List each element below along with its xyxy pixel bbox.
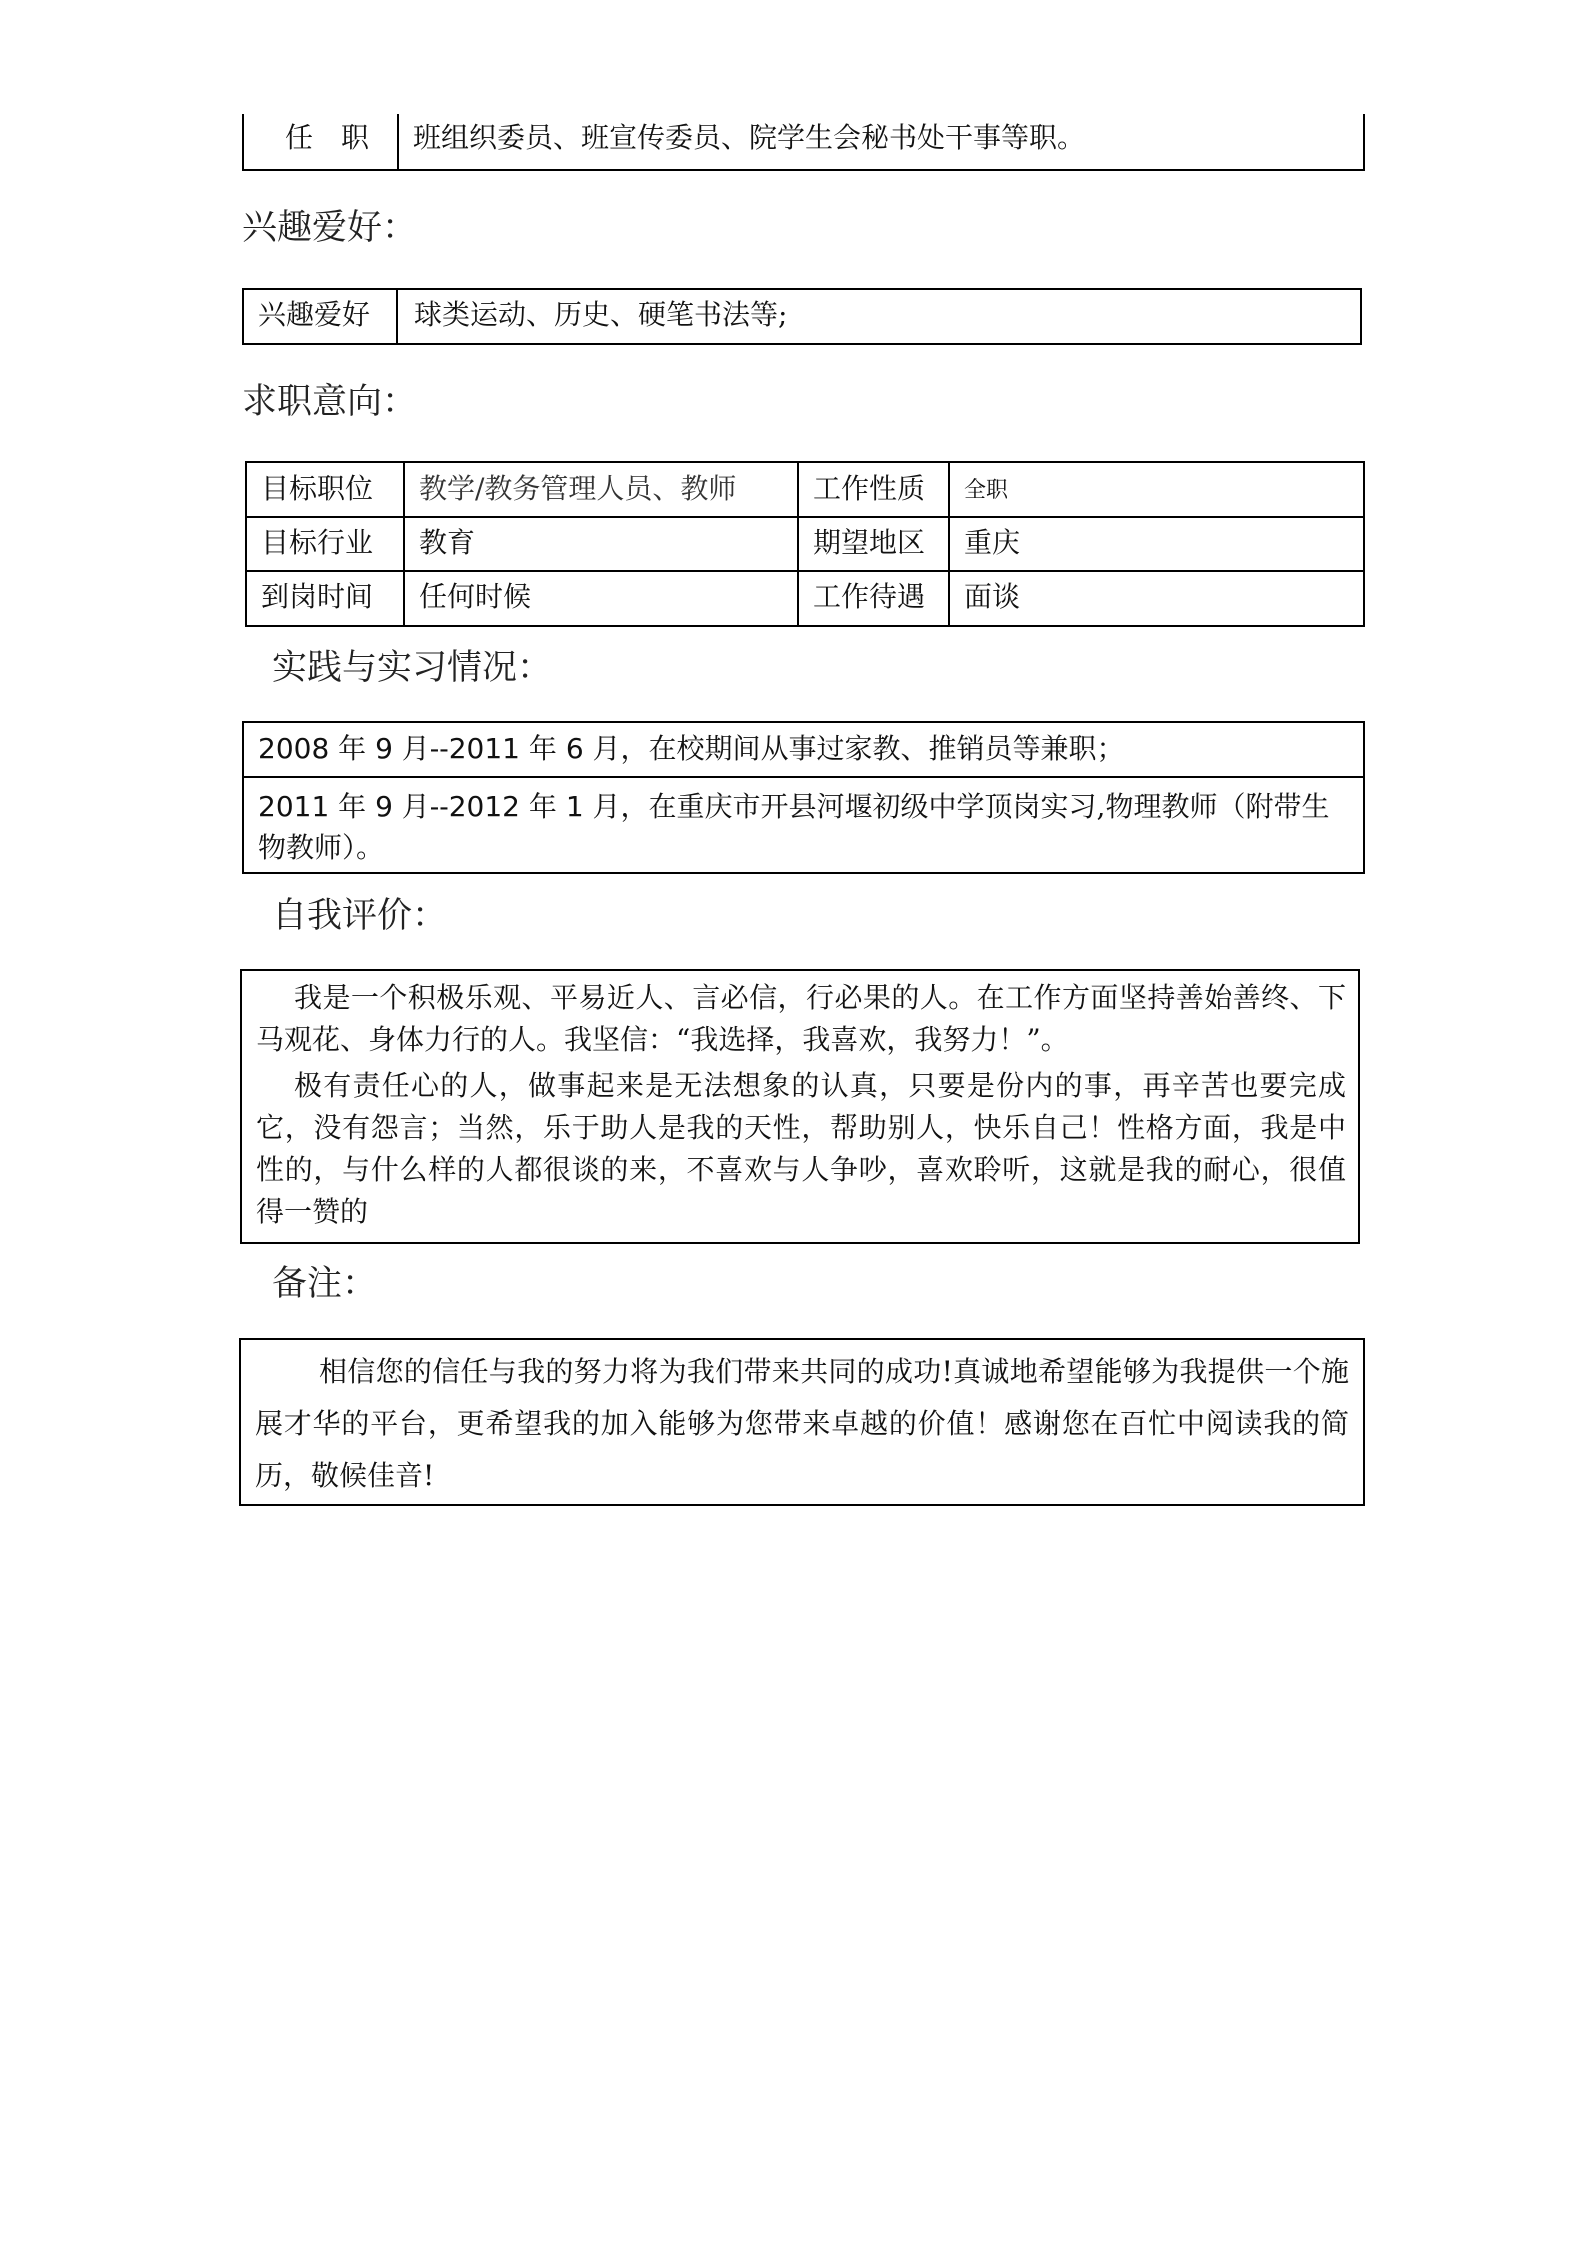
job-intent-label: 工作待遇 (813, 580, 926, 613)
job-intent-label: 期望地区 (813, 526, 926, 559)
job-intent-label: 工作性质 (813, 472, 926, 505)
remarks-heading: 备注： (272, 1264, 378, 1304)
self-eval-paragraph-1: 我是一个积极乐观、平易近人、言必信，行必果的人。在工作方面坚持善始善终、下马观花、身体力行的人。我坚信：“我选择，我喜欢，我努力！”。 (256, 981, 1346, 1056)
self-eval-heading: 自我评价： (272, 896, 448, 936)
practice-heading: 实践与实习情况： (272, 648, 553, 688)
job-intent-value: 教学/教务管理人员、教师 (419, 472, 737, 505)
practice-table (242, 721, 1365, 874)
position-label: 任 职 (285, 121, 370, 154)
job-intent-label: 目标职位 (261, 472, 374, 505)
job-intent-value: 全职 (964, 478, 1009, 503)
self-eval-paragraph-2: 极有责任心的人，做事起来是无法想象的认真，只要是份内的事，再辛苦也要完成它，没有怨言；当然，乐于助人是我的天性，帮助别人，快乐自己！性格方面，我是中性的，与什么样的人都很谈的来，不喜欢与人争吵，喜欢聆听，这就是我的耐心，很值得一赞的 (256, 1069, 1346, 1228)
job-intent-heading: 求职意向： (242, 382, 418, 422)
job-intent-value: 任何时候 (419, 580, 532, 613)
practice-row: 2008 年 9 月--2011 年 6 月，在校期间从事过家教、推销员等兼职； (258, 732, 1125, 765)
hobbies-value: 球类运动、历史、硬笔书法等; (414, 298, 788, 331)
hobbies-label: 兴趣爱好 (258, 298, 371, 331)
job-intent-value: 面谈 (964, 580, 1021, 613)
job-intent-value: 教育 (419, 526, 476, 559)
self-eval-box (240, 969, 1360, 1244)
hobbies-heading: 兴趣爱好： (242, 208, 418, 248)
remarks-text: 相信您的信任与我的努力将为我们带来共同的成功!真诚地希望能够为我提供一个施展才华的平台，更希望我的加入能够为您带来卓越的价值！感谢您在百忙中阅读我的简历，敬候佳音! (255, 1355, 1349, 1492)
job-intent-label: 到岗时间 (261, 580, 374, 613)
remarks-box (239, 1338, 1365, 1506)
practice-row: 2011 年 9 月--2012 年 1 月，在重庆市开县河堰初级中学顶岗实习,物理教师（附带生物教师）。 (258, 790, 1330, 864)
hobbies-table (242, 288, 1362, 345)
job-intent-table (245, 461, 1365, 627)
job-intent-label: 目标行业 (261, 526, 374, 559)
position-value: 班组织委员、班宣传委员、院学生会秘书处干事等职。 (413, 121, 1086, 154)
job-intent-value: 重庆 (964, 526, 1021, 559)
